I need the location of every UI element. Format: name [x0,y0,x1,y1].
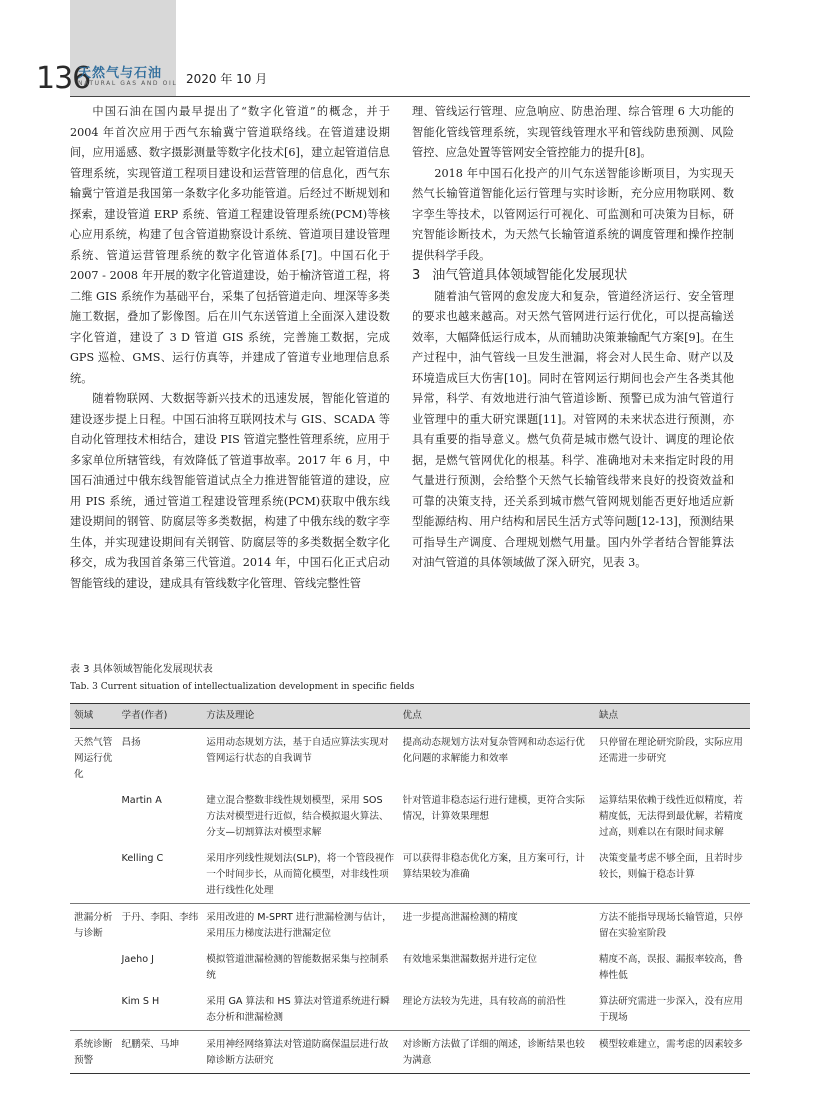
table-cell: 系统诊断预警 [70,1031,118,1074]
table-header-cell: 方法及理论 [202,704,398,729]
table-cell [70,787,118,845]
table-cell: 采用序列线性规划法(SLP)，将一个管段视作一个时间步长，从而简化模型，对非线性项进行线性化处理 [202,845,398,904]
table-cell: 针对管道非稳态运行进行建模，更符合实际情况，计算效果理想 [402,795,585,822]
table-cell [70,988,118,1031]
journal-logo-subtitle: NATURAL GAS AND OIL [78,80,178,87]
journal-logo: 天然气与石油 [78,66,163,81]
left-column [70,102,390,594]
table-cell: 采用 GA 算法和 HS 算法对管道系统进行瞬态分析和泄漏检测 [202,988,398,1031]
table-cell: 方法不能指导现场长输管道，只停留在实验室阶段 [598,912,743,939]
table-header-row [70,704,750,729]
section-number: 3 [412,268,421,283]
table-row [70,946,750,988]
table-cell: 精度不高，误报、漏报率较高，鲁棒性低 [598,954,743,981]
table-cell [70,845,118,904]
table-cell: 采用改进的 M-SPRT 进行泄漏检测与估计，采用压力梯度法进行泄漏定位 [206,912,392,939]
table-cell: 进一步提高泄漏检测的精度 [402,912,518,923]
body-paragraph: 2018 年中国石化投产的川气东送智能诊断项目，为实现天然气长输管道智能化运行管理与实时诊断，充分应用物联网、数字孪生等技术，以管网运行可视化、可监测和可决策为目标，研究智能诊断技术，为天然气长输管道系统的调度管理和操作控制提供科学手段。 [412,166,734,262]
table-cell: Jaeho J [121,954,154,965]
table-cell: 理论方法较为先进，具有较高的前沿性 [399,988,595,1031]
table-cell: 决策变量考虑不够全面，且若时步较长，则偏于稳态计算 [595,845,750,904]
table-cell: 建立混合整数非线性规划模型，采用 SOS 方法对模型进行近似，结合模拟退火算法、分支—切割算法对模型求解 [206,795,389,838]
table-row [70,1031,750,1074]
table-cell: 模拟管道泄漏检测的智能数据采集与控制系统 [206,954,389,981]
table-header-cell: 缺点 [595,704,750,729]
body-paragraph: 中国石油在国内最早提出了“数字化管道”的概念，并于 2004 年首次应用于西气东输冀宁管道联络线。在管道建设期间，应用遥感、数字摄影测量等数字化技术[6]，建立起管道信息管理系统，实现管道工程项目建设和运营管理的信息化，西气东输冀宁管道是我国第一条数字化多功能管道。后经过不断规划和探索，建设管道 ERP 系统、管道工程建设管理系统(PCM)等核心应用系统，构建了包含管道勘察设计系统、管道项目建设管理系统、管道运营管理系统的数字化管道体系[7]。中国石化于 2007 - 2008 年开展的数字化管道建设，始于榆济管道工程，将二维 GIS 系统作为基础平台，采集了包括管道走向、埋深等多类施工数据，叠加了影像图。后在川气东送管道上全面深入建设数字化管道，建设了 3 D 管道 GIS 系统，完善施工数据，完成 GPS 巡检、GMS、运行仿真等，并建成了管道专业地理信息系统。 [70,105,390,385]
table-header-cell: 优点 [399,704,595,729]
table-cell: 可以获得非稳态优化方案，且方案可行，计算结果较为准确 [399,845,595,904]
table-header-cell: 领域 [70,704,118,729]
table-cell: 对诊断方法做了详细的阐述，诊断结果也较为满意 [399,1031,595,1074]
table-cell: Kelling C [118,845,203,904]
table-cell: 提高动态规划方法对复杂管网和动态运行优化问题的求解能力和效率 [402,737,585,764]
table-cell: 泄漏分析与诊断 [74,912,113,939]
header-rule [70,96,750,97]
table-caption-en: Tab. 3 Current situation of intellectualization development in specific fields [70,682,415,692]
table-cell: 昌扬 [121,737,141,748]
table-cell: 运用动态规划方法，基于自适应算法实现对管网运行状态的自我调节 [206,737,389,764]
table-cell: 于丹、李阳、李纬 [121,912,199,923]
table-caption: 表 3 具体领域智能化发展现状表 [70,664,213,675]
body-paragraph: 随着油气管网的愈发庞大和复杂，管道经济运行、安全管理的要求也越来越高。对天然气管网进行运行优化，可以提高输送效率，大幅降低运行成本，从而辅助决策兼输配气方案[9]。在生产过程中，油气管线一旦发生泄漏，将会对人民生命、财产以及环境造成巨大伤害[10]。同时在管网运行期间也会产生各类其他异常，科学、有效地进行油气管道诊断、预警已成为油气管道行业管理中的重大研究课题[11]。对管网的未来状态进行预测，亦具有重要的指导意义。燃气负荷是城市燃气设计、调度的理论依据，是燃气管网优化的根基。科学、准确地对未来指定时段的用气量进行预测，会给整个天然气长输管线带来良好的投资效益和可靠的决策支持，还关系到城市燃气管网规划能否更好地适应新型能源结构、用户结构和居民生活方式等问题[12-13]，预测结果可指导生产调度、合理规划燃气用量。国内外学者结合智能算法对油气管道的具体领域做了深入研究，见表 3。 [412,289,734,569]
table-cell: 只停留在理论研究阶段，实际应用还需进一步研究 [598,737,743,764]
table-cell: Kim S H [118,988,203,1031]
table-cell: 天然气管网运行优化 [74,737,113,780]
data-table [70,703,750,1074]
table-row [70,787,750,845]
table-row [70,988,750,1031]
body-paragraph: 理、管线运行管理、应急响应、防患治理、综合管理 6 大功能的智能化管线管理系统，实现管线管理水平和管线防患预测、风险管控、应急处置等管网安全管控能力的提升[8]。 [412,105,734,159]
table-row [70,729,750,788]
issue-date: 2020 年 10 月 [186,72,268,86]
table-cell: 采用神经网络算法对管道防腐保温层进行故障诊断方法研究 [202,1031,398,1074]
table-cell: 纪鹏荣、马坤 [118,1031,203,1074]
table-row [70,845,750,904]
table-header-cell: 学者(作者) [118,704,203,729]
table-cell: Martin A [121,795,162,806]
page-header [0,0,816,100]
section-heading [412,266,734,287]
right-column [412,102,734,574]
table-cell: 有效地采集泄漏数据并进行定位 [402,954,537,965]
table-cell [70,946,118,988]
body-paragraph: 随着物联网、大数据等新兴技术的迅速发展，智能化管道的建设逐步提上日程。中国石油将互联网技术与 GIS、SCADA 等自动化管理技术相结合，建设 PIS 管道完整性管理系统，应用于多家单位所辖管线，有效降低了管道事故率。2017 年 6 月，中国石油通过中俄东线智能管道试点全力推进智能管道的建设，应用 PIS 系统，通过管道工程建设管理系统(PCM)获取中俄东线建设期间的钢管、防腐层等多类数据，构建了中俄东线的数字孪生体，并实现建设期间有关钢管、防腐层等的多类数据全数字化移交，成为我国首条第三代管道。2014 年，中国石化正式启动智能管线的建设，建成具有管线数字化管理、管线完整性管 [70,392,390,590]
table-row [70,904,750,947]
page-number: 136 [36,61,91,96]
section-title: 油气管道具体领域智能化发展现状 [432,268,628,283]
table-cell: 运算结果依赖于线性近似精度，若精度低，无法得到最优解，若精度过高，则难以在有限时间求解 [598,795,743,838]
table-cell: 模型较难建立，需考虑的因素较多 [595,1031,750,1074]
table-cell: 算法研究需进一步深入，没有应用于现场 [595,988,750,1031]
